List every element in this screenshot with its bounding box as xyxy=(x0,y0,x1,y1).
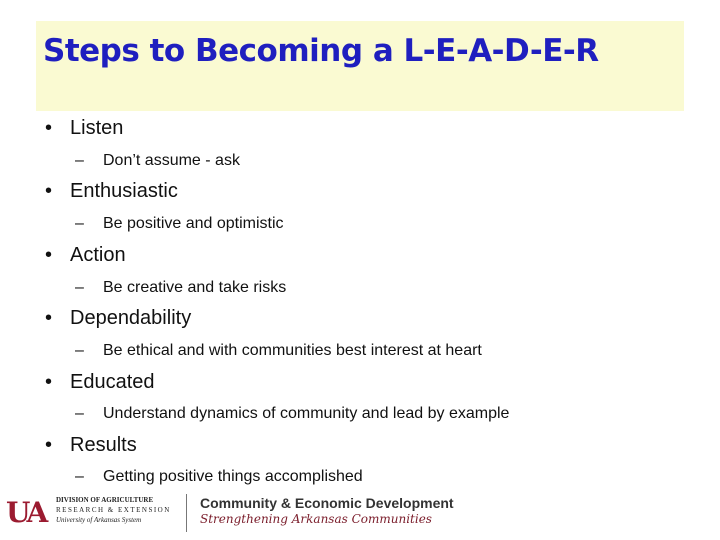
university-logo: UA xyxy=(6,496,46,529)
dash-icon: – xyxy=(75,405,84,422)
sub-label: Be positive and optimistic xyxy=(103,215,284,232)
bullet-label: Listen xyxy=(70,117,124,139)
bullet-label: Educated xyxy=(70,371,155,393)
bullet-item-educated xyxy=(45,371,155,394)
dash-icon: – xyxy=(75,468,84,485)
bullet-icon: • xyxy=(45,117,53,139)
sub-label: Understand dynamics of community and lead by example xyxy=(103,405,510,422)
bullet-icon: • xyxy=(45,371,53,393)
bullet-item-dependability xyxy=(45,307,191,330)
bullet-label: Results xyxy=(70,434,137,456)
slide-title-bar xyxy=(36,21,684,111)
dash-icon: – xyxy=(75,279,84,296)
dash-icon: – xyxy=(75,342,84,359)
sub-item-results xyxy=(75,468,363,486)
dash-icon: – xyxy=(75,152,84,169)
footer-divider xyxy=(186,494,187,532)
program-tagline: Strengthening Arkansas Communities xyxy=(200,512,432,526)
bullet-icon: • xyxy=(45,307,53,329)
division-line-1: DIVISION OF AGRICULTURE xyxy=(56,496,154,504)
footer-banner xyxy=(0,490,720,538)
dash-icon: – xyxy=(75,215,84,232)
bullet-item-listen xyxy=(45,117,123,140)
bullet-label: Action xyxy=(70,244,126,266)
sub-item-action xyxy=(75,279,286,297)
slide-title: Steps to Becoming a L-E-A-D-E-R xyxy=(43,33,599,69)
sub-item-listen xyxy=(75,152,240,170)
bullet-label: Enthusiastic xyxy=(70,180,178,202)
sub-item-educated xyxy=(75,405,509,423)
bullet-item-action xyxy=(45,244,126,267)
sub-label: Be ethical and with communities best interest at heart xyxy=(103,342,482,359)
bullet-item-enthusiastic xyxy=(45,180,178,203)
bullet-icon: • xyxy=(45,180,53,202)
program-name: Community & Economic Development xyxy=(200,495,454,511)
bullet-icon: • xyxy=(45,434,53,456)
division-line-2: RESEARCH & EXTENSION xyxy=(56,506,171,514)
bullet-label: Dependability xyxy=(70,307,192,329)
sub-label: Don’t assume - ask xyxy=(103,152,240,169)
bullet-item-results xyxy=(45,434,137,457)
division-name xyxy=(56,495,171,525)
sub-item-dependability xyxy=(75,342,482,360)
sub-label: Be creative and take risks xyxy=(103,279,287,296)
bullet-icon: • xyxy=(45,244,53,266)
sub-label: Getting positive things accomplished xyxy=(103,468,363,485)
division-line-3: University of Arkansas System xyxy=(56,516,142,524)
sub-item-enthusiastic xyxy=(75,215,284,233)
